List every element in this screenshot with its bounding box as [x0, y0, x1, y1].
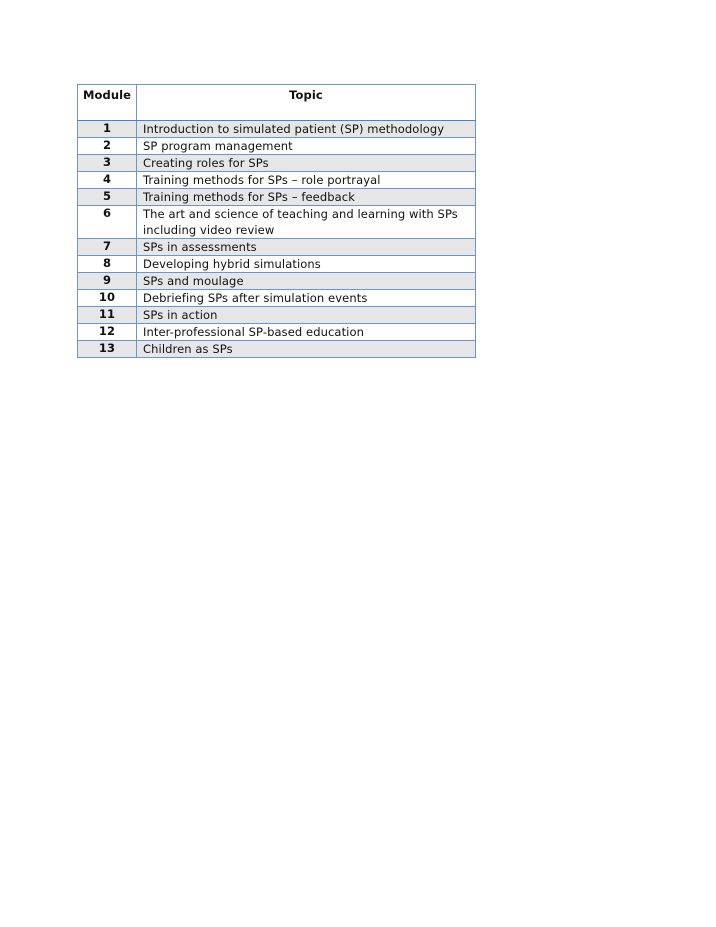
table-row	[78, 341, 476, 358]
table-row	[78, 206, 476, 239]
module-topic: Debriefing SPs after simulation events	[137, 290, 476, 307]
module-number: 3	[78, 155, 137, 172]
module-number: 10	[78, 290, 137, 307]
module-number: 7	[78, 239, 137, 256]
module-number: 13	[78, 341, 137, 358]
module-column-header: Module	[78, 85, 137, 121]
module-topic: Introduction to simulated patient (SP) methodology	[137, 121, 476, 138]
table-row	[78, 290, 476, 307]
module-topic: SP program management	[137, 138, 476, 155]
table-row	[78, 155, 476, 172]
module-number: 1	[78, 121, 137, 138]
module-number: 9	[78, 273, 137, 290]
module-number: 6	[78, 206, 137, 239]
module-number: 11	[78, 307, 137, 324]
module-number: 4	[78, 172, 137, 189]
module-topic: The art and science of teaching and learning with SPs including video review	[137, 206, 476, 239]
table-row	[78, 239, 476, 256]
table-row	[78, 121, 476, 138]
table-header-row	[78, 85, 476, 121]
table-row	[78, 273, 476, 290]
module-number: 12	[78, 324, 137, 341]
topic-column-header: Topic	[137, 85, 476, 121]
module-topic-table	[77, 84, 476, 358]
table-row	[78, 324, 476, 341]
module-topic: Children as SPs	[137, 341, 476, 358]
module-number: 2	[78, 138, 137, 155]
module-topic: SPs and moulage	[137, 273, 476, 290]
table-row	[78, 172, 476, 189]
module-topic: Inter-professional SP-based education	[137, 324, 476, 341]
module-topic: Developing hybrid simulations	[137, 256, 476, 273]
module-topic: Training methods for SPs – feedback	[137, 189, 476, 206]
module-number: 5	[78, 189, 137, 206]
table-row	[78, 256, 476, 273]
table-row	[78, 138, 476, 155]
module-topic: Creating roles for SPs	[137, 155, 476, 172]
table-row	[78, 307, 476, 324]
module-topic: SPs in action	[137, 307, 476, 324]
module-topic: SPs in assessments	[137, 239, 476, 256]
table-row	[78, 189, 476, 206]
module-number: 8	[78, 256, 137, 273]
module-topic: Training methods for SPs – role portrayal	[137, 172, 476, 189]
